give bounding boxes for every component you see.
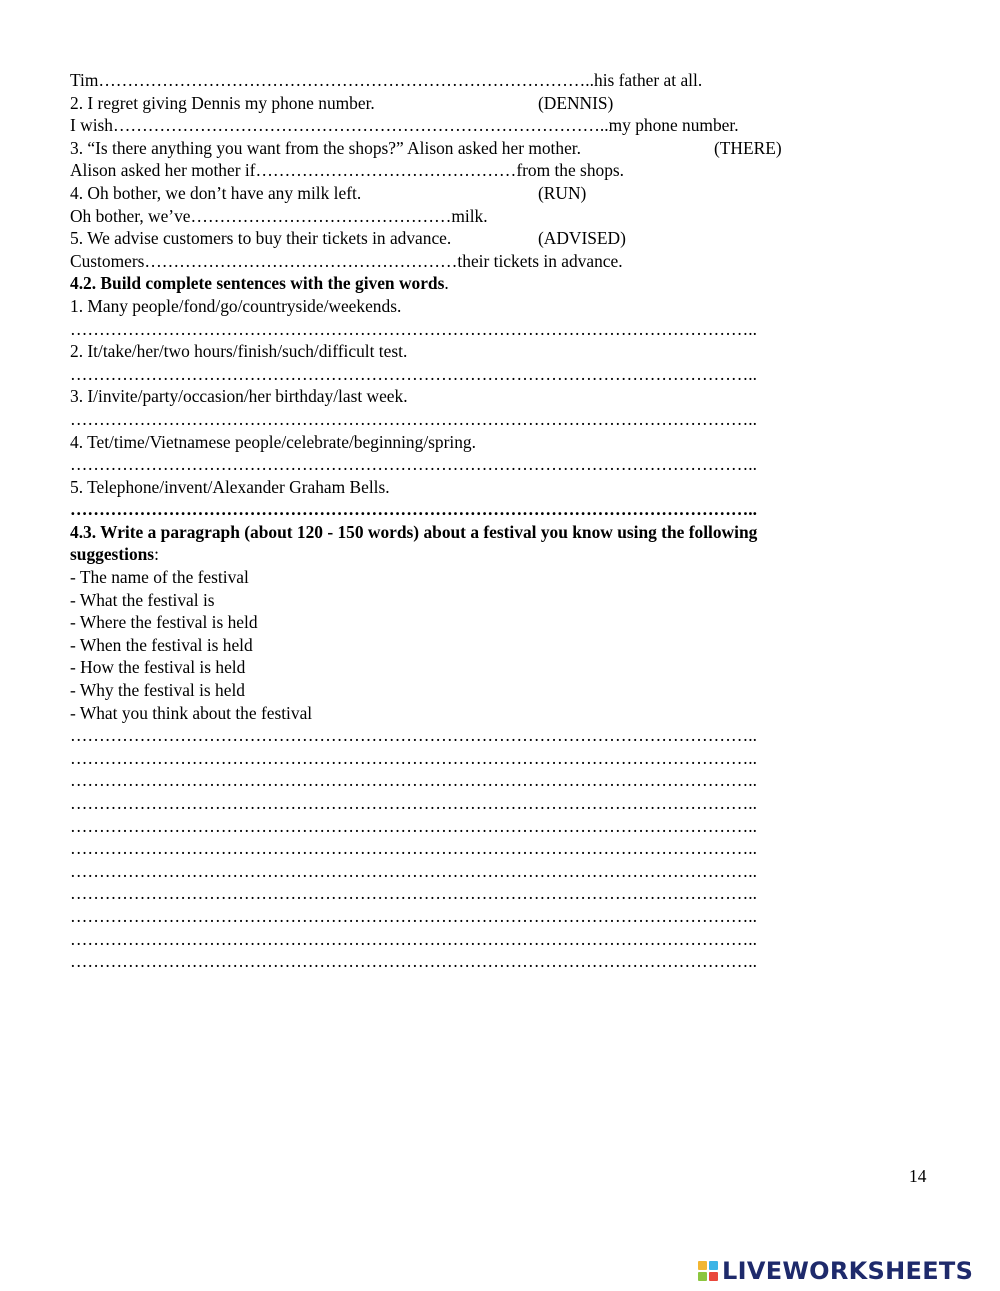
suggestion-item: - Why the festival is held xyxy=(70,680,245,701)
sentence-item-5: 5. Telephone/invent/Alexander Graham Bells. xyxy=(70,476,390,497)
suggestion-item: - What you think about the festival xyxy=(70,702,313,723)
writing-line[interactable]: ……………………………………………………………………………………………………….. xyxy=(70,951,757,972)
item-4-prompt xyxy=(70,182,930,205)
item-3-rewrite: Alison asked her mother if………………………………………from the shops. xyxy=(70,160,625,181)
section-4-2-title: 4.2. Build complete sentences with the given words xyxy=(70,273,445,294)
item-3-prompt xyxy=(70,137,930,160)
writing-line[interactable]: ……………………………………………………………………………………………………….. xyxy=(70,770,757,791)
logo-square-blue xyxy=(709,1261,718,1270)
rewrite-line-1: Tim…………………………………………………………………………..his father at all. xyxy=(70,70,703,90)
writing-line[interactable]: ……………………………………………………………………………………………………….. xyxy=(70,883,757,904)
item-5-prompt xyxy=(70,227,930,250)
writing-line[interactable]: ……………………………………………………………………………………………………….. xyxy=(70,905,757,926)
section-4-3-colon: : xyxy=(154,544,159,565)
item-4-cue: (RUN) xyxy=(538,182,587,203)
item-2-rewrite: I wish…………………………………………………………………………..my phone number. xyxy=(70,115,739,136)
writing-line[interactable]: ……………………………………………………………………………………………………….. xyxy=(70,838,757,859)
item-5-rewrite: Customers………………………………………………their tickets in advance. xyxy=(70,250,623,271)
answer-line-2[interactable]: ……………………………………………………………………………………………………….. xyxy=(70,363,757,384)
writing-line[interactable]: ……………………………………………………………………………………………………….. xyxy=(70,928,757,949)
item-5-text: 5. We advise customers to buy their tickets in advance. xyxy=(70,228,452,249)
suggestion-item: - How the festival is held xyxy=(70,657,246,678)
page-number: 14 xyxy=(909,1166,927,1186)
worksheet-page xyxy=(70,69,930,973)
logo-square-yellow xyxy=(698,1261,707,1270)
logo-square-red xyxy=(709,1272,718,1281)
writing-line[interactable]: ……………………………………………………………………………………………………….. xyxy=(70,793,757,813)
liveworksheets-logo-text: LIVEWORKSHEETS xyxy=(722,1257,974,1285)
suggestion-item: - Where the festival is held xyxy=(70,612,258,633)
writing-line[interactable]: ……………………………………………………………………………………………………….. xyxy=(70,725,757,746)
sentence-item-1: 1. Many people/fond/go/countryside/weekends. xyxy=(70,295,402,316)
item-2-text: 2. I regret giving Dennis my phone number. xyxy=(70,92,375,113)
sentence-item-4: 4. Tet/time/Vietnamese people/celebrate/beginning/spring. xyxy=(70,431,476,452)
sentence-item-2: 2. It/take/her/two hours/finish/such/difficult test. xyxy=(70,341,408,362)
answer-line-1[interactable]: ……………………………………………………………………………………………………….. xyxy=(70,318,757,339)
section-4-3-heading-line-1: 4.3. Write a paragraph (about 120 - 150 words) about a festival you know using the following xyxy=(70,521,758,542)
suggestion-item: - When the festival is held xyxy=(70,634,253,655)
item-3-text: 3. “Is there anything you want from the shops?” Alison asked her mother. xyxy=(70,137,581,158)
answer-line-4[interactable]: ……………………………………………………………………………………………………….. xyxy=(70,454,757,475)
logo-square-green xyxy=(698,1272,707,1281)
section-4-3-heading-line-2 xyxy=(70,543,930,566)
answer-line-3[interactable]: ……………………………………………………………………………………………………….. xyxy=(70,408,757,429)
liveworksheets-logo xyxy=(698,1256,973,1286)
section-4-3-suggestions-word: suggestions xyxy=(70,544,155,565)
writing-line[interactable]: ……………………………………………………………………………………………………….. xyxy=(70,860,757,881)
section-4-2-heading xyxy=(70,272,930,295)
writing-line[interactable]: ……………………………………………………………………………………………………….. xyxy=(70,815,757,836)
liveworksheets-logo-icon xyxy=(698,1261,718,1281)
item-5-cue: (ADVISED) xyxy=(538,228,626,249)
suggestion-item: - The name of the festival xyxy=(70,567,249,588)
section-4-2-title-period: . xyxy=(444,273,449,294)
suggestion-item: - What the festival is xyxy=(70,589,215,610)
writing-line[interactable]: ……………………………………………………………………………………………………….. xyxy=(70,747,757,768)
item-4-text: 4. Oh bother, we don’t have any milk left. xyxy=(70,182,362,203)
sentence-item-3: 3. I/invite/party/occasion/her birthday/last week. xyxy=(70,386,408,407)
item-3-cue: (THERE) xyxy=(714,137,782,158)
answer-line-5[interactable]: ……………………………………………………………………………………………………….. xyxy=(70,499,757,520)
item-2-cue: (DENNIS) xyxy=(538,92,614,113)
item-2-prompt xyxy=(70,92,930,115)
item-4-rewrite: Oh bother, we’ve………………………………………milk. xyxy=(70,205,488,226)
